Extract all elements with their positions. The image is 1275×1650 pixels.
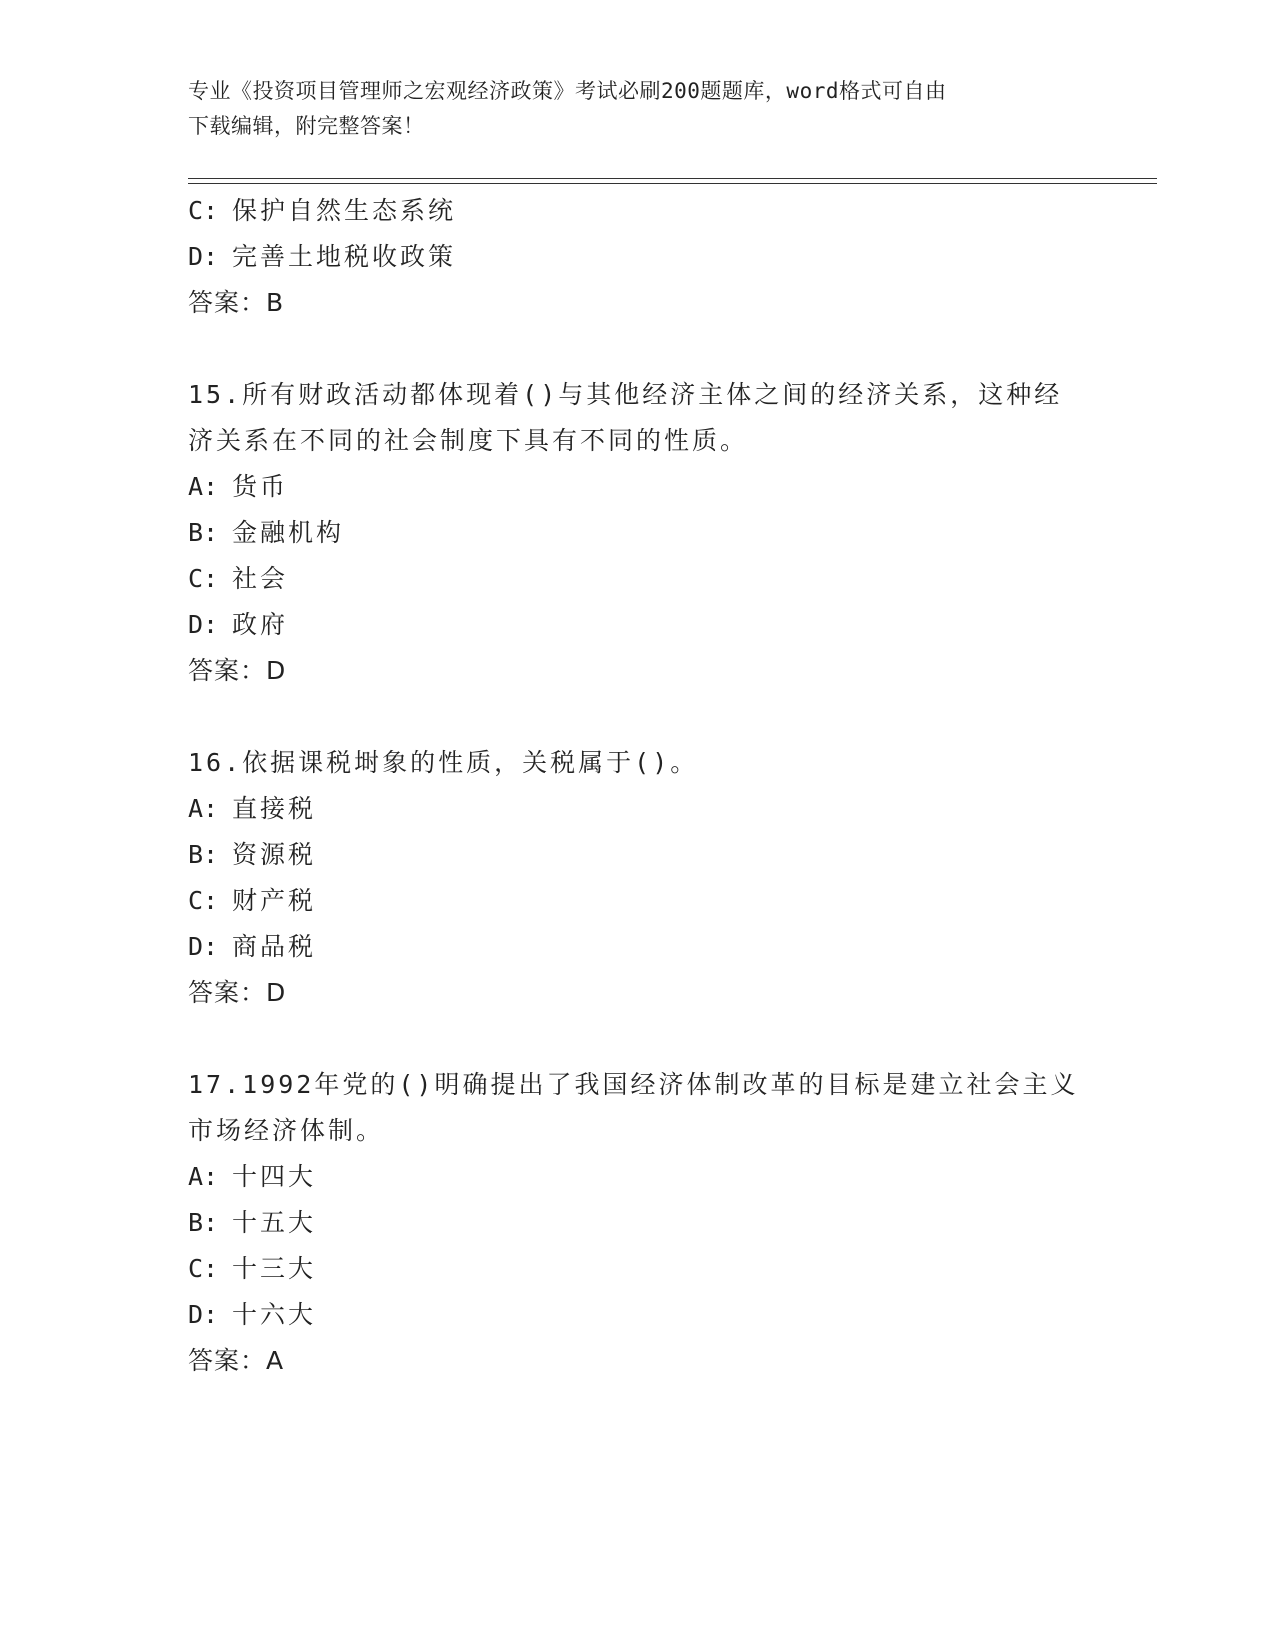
option-text: 政府 bbox=[232, 610, 289, 639]
header-divider-bottom bbox=[188, 183, 1157, 184]
option-label: B: bbox=[188, 840, 219, 869]
option-text: 金融机构 bbox=[232, 518, 345, 547]
option-d bbox=[188, 924, 1088, 970]
option-b bbox=[188, 832, 1088, 878]
option-label: C: bbox=[188, 886, 219, 915]
option-label: B: bbox=[188, 1208, 219, 1237]
answer-line: 答案：A bbox=[188, 1346, 285, 1375]
option-label: D: bbox=[188, 242, 219, 271]
spacer bbox=[188, 1016, 1088, 1062]
option-label: B: bbox=[188, 518, 219, 547]
question-text-line-1: 15.所有财政活动都体现着()与其他经济主体之间的经济关系，这种经 bbox=[188, 380, 1063, 409]
option-label: A: bbox=[188, 472, 219, 501]
option-label: C: bbox=[188, 1254, 219, 1283]
option-label: C: bbox=[188, 196, 219, 225]
question-text-line-2: 市场经济体制。 bbox=[188, 1116, 385, 1145]
option-d bbox=[188, 234, 1088, 280]
spacer bbox=[188, 326, 1088, 372]
option-d bbox=[188, 1292, 1088, 1338]
option-text: 货币 bbox=[232, 472, 289, 501]
header-line-1: 专业《投资项目管理师之宏观经济政策》考试必刷200题题库，word格式可自由 bbox=[188, 79, 947, 103]
option-text: 商品税 bbox=[232, 932, 317, 961]
answer-line: 答案：B bbox=[188, 288, 285, 317]
option-label: A: bbox=[188, 794, 219, 823]
option-text: 十五大 bbox=[232, 1208, 317, 1237]
option-b bbox=[188, 510, 1088, 556]
question-text-line-1: 16.依据课税埘象的性质，关税属于()。 bbox=[188, 748, 699, 777]
question-list bbox=[188, 188, 1088, 1384]
answer-line: 答案：D bbox=[188, 978, 287, 1007]
option-c bbox=[188, 878, 1088, 924]
question-text-line-2: 济关系在不同的社会制度下具有不同的性质。 bbox=[188, 426, 749, 455]
option-d bbox=[188, 602, 1088, 648]
partial-question bbox=[188, 188, 1088, 326]
option-c bbox=[188, 188, 1088, 234]
header-divider-top bbox=[188, 178, 1157, 179]
option-text: 资源税 bbox=[232, 840, 317, 869]
question-15 bbox=[188, 372, 1088, 694]
option-b bbox=[188, 1200, 1088, 1246]
option-label: D: bbox=[188, 1300, 219, 1329]
option-c bbox=[188, 1246, 1088, 1292]
spacer bbox=[188, 694, 1088, 740]
question-17 bbox=[188, 1062, 1088, 1384]
option-label: D: bbox=[188, 932, 219, 961]
option-text: 完善土地税收政策 bbox=[232, 242, 457, 271]
header-line-2: 下载编辑，附完整答案！ bbox=[188, 114, 425, 138]
question-text-line-1: 17.1992年党的()明确提出了我国经济体制改革的目标是建立社会主义 bbox=[188, 1070, 1079, 1099]
option-text: 保护自然生态系统 bbox=[232, 196, 457, 225]
option-text: 财产税 bbox=[232, 886, 317, 915]
document-header bbox=[188, 74, 1088, 144]
option-label: D: bbox=[188, 610, 219, 639]
option-text: 直接税 bbox=[232, 794, 317, 823]
option-label: C: bbox=[188, 564, 219, 593]
option-label: A: bbox=[188, 1162, 219, 1191]
option-text: 十四大 bbox=[232, 1162, 317, 1191]
answer-line: 答案：D bbox=[188, 656, 287, 685]
option-a bbox=[188, 1154, 1088, 1200]
option-text: 社会 bbox=[232, 564, 289, 593]
option-c bbox=[188, 556, 1088, 602]
option-text: 十三大 bbox=[232, 1254, 317, 1283]
option-a bbox=[188, 786, 1088, 832]
option-a bbox=[188, 464, 1088, 510]
option-text: 十六大 bbox=[232, 1300, 317, 1329]
question-16 bbox=[188, 740, 1088, 1016]
